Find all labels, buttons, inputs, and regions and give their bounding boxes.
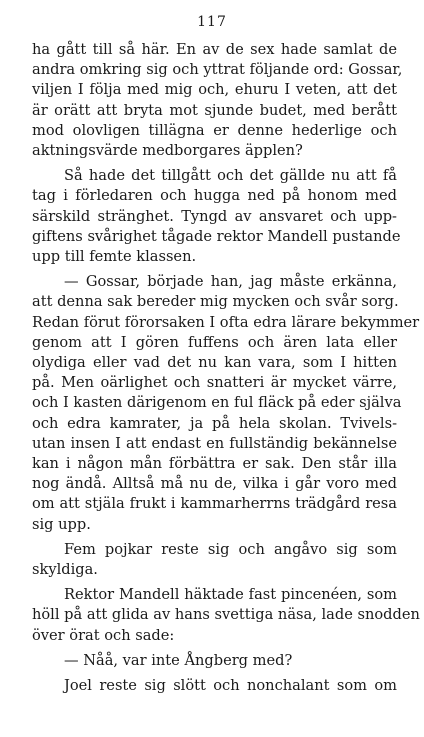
text-line: mod olovligen tillägna er denne hederlige och <box>32 121 397 139</box>
text-line: skyldiga. <box>32 561 98 579</box>
text-line: och I kasten därigenom en ful fläck på eder själva <box>32 394 402 412</box>
text-line: och edra kamrater, ja på hela skolan. Tvivels- <box>32 414 397 432</box>
text-line: ha gått till så här. En av de sex hade samlat de <box>32 41 397 58</box>
text-line: upp till femte klassen. <box>32 248 197 266</box>
text-line: giftens svårighet tågade rektor Mandell pustande <box>32 227 401 245</box>
body-text <box>32 40 420 696</box>
text-line: Så hade det tillgått och det gällde nu att få <box>64 167 397 185</box>
text-line: att denna sak bereder mig mycken och svår sorg. <box>32 293 399 311</box>
text-line: särskild stränghet. Tyngd av ansvaret och upp- <box>32 207 397 225</box>
text-line: aktningsvärde medborgares äpplen? <box>32 142 303 160</box>
text-line: Redan förut förorsaken I ofta edra lärare bekymmer <box>32 313 420 331</box>
text-line: Rektor Mandell häktade fast pincenéen, som <box>64 586 397 604</box>
text-line: genom att I gören fuffens och ären lata eller <box>32 333 397 351</box>
text-line: tag i förledaren och hugga ned på honom med <box>32 187 397 205</box>
text-line: höll på att glida av hans svettiga näsa, lade snodden <box>32 606 420 624</box>
text-line: Joel reste sig slött och nonchalant som om <box>64 677 397 695</box>
text-line: är orätt att bryta mot sjunde budet, med berått <box>32 101 397 119</box>
page-number: 117 <box>197 14 227 30</box>
text-line: — Gossar, började han, jag måste erkänna, <box>64 273 397 291</box>
text-line: andra omkring sig och yttrat följande ord: Gossar, <box>32 61 403 79</box>
text-line: sig upp. <box>32 515 91 533</box>
text-line: nog ändå. Alltså må nu de, vilka i går voro med <box>32 475 397 493</box>
text-line: över örat och sade: <box>32 626 175 644</box>
text-line: på. Men oärlighet och snatteri är mycket värre, <box>32 374 397 392</box>
text-line: om att stjäla frukt i kammarherrns trädgård resa <box>32 495 397 513</box>
text-line: Fem pojkar reste sig och angåvo sig som <box>64 540 397 558</box>
text-line: kan i någon mån förbättra er sak. Den står illa <box>32 455 397 473</box>
text-line: viljen I följa med mig och, ehuru I veten, att det <box>32 81 397 99</box>
text-line: olydiga eller vad det nu kan vara, som I hitten <box>32 354 397 372</box>
text-line: utan insen I att endast en fullständig bekännelse <box>32 434 397 452</box>
text-line: — Nåå, var inte Ångberg med? <box>64 651 293 669</box>
